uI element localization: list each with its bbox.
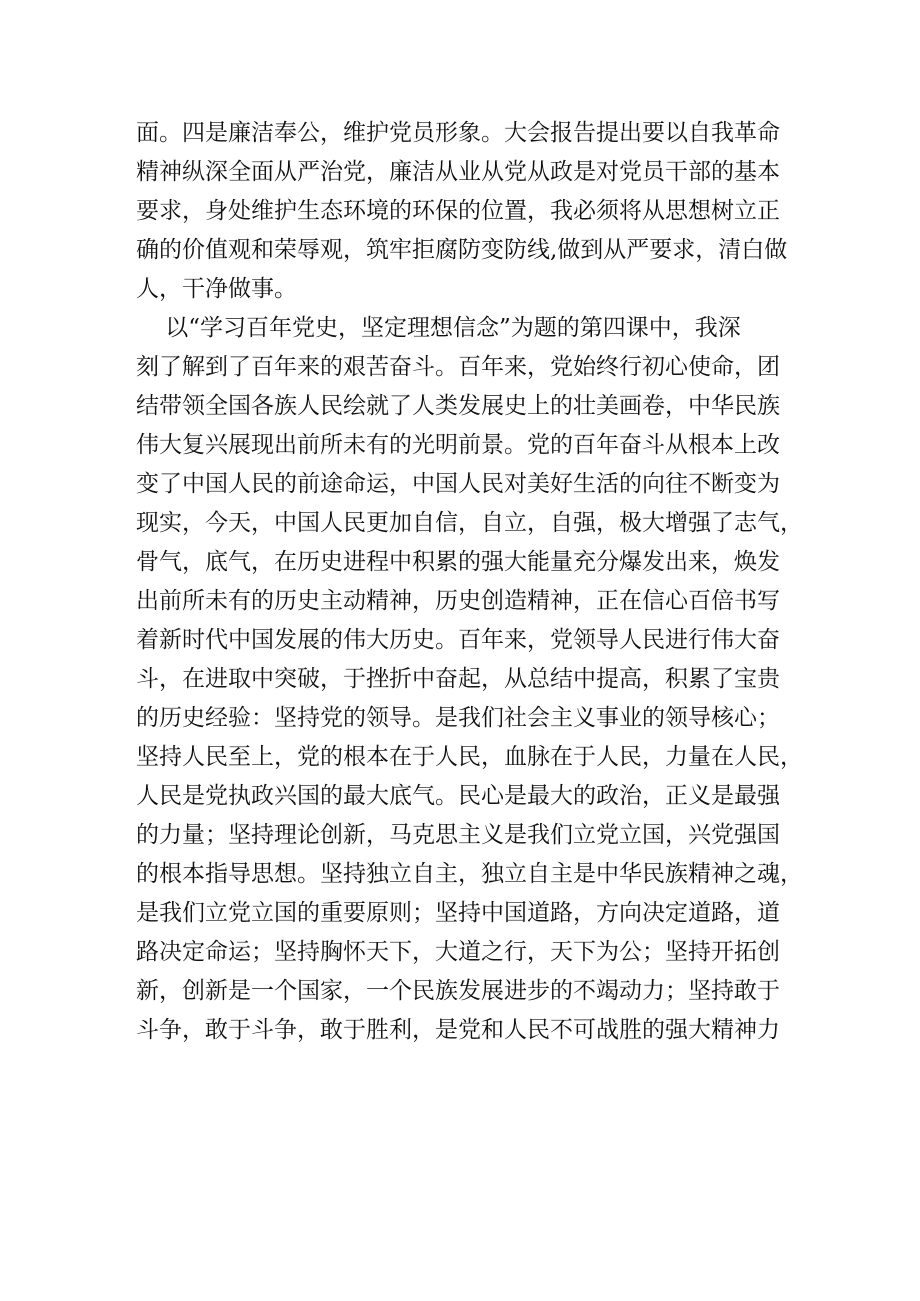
text-line: 的根本指导思想。坚持独立自主，独立自主是中华民族精神之魂， [136, 861, 803, 887]
text-line: 出前所未有的历史主动精神，历史创造精神，正在信心百倍书写 [136, 588, 780, 614]
paragraph-1 [136, 114, 786, 309]
text-line: 伟大复兴展现出前所未有的光明前景。党的百年奋斗从根本上改 [136, 432, 780, 458]
text-line: 变了中国人民的前途命运，中国人民对美好生活的向往不断变为 [136, 471, 780, 497]
text-line: 斗争，敢于斗争，敢于胜利，是党和人民不可战胜的强大精神力 [136, 1017, 780, 1043]
text-line: 着新时代中国发展的伟大历史。百年来，党领导人民进行伟大奋 [136, 627, 780, 653]
body-text [136, 114, 803, 1050]
text-line: 的力量；坚持理论创新，马克思主义是我们立党立国，兴党强国 [136, 822, 780, 848]
text-line: 现实，今天，中国人民更加自信，自立，自强，极大增强了志气， [136, 510, 803, 536]
paragraph-2 [136, 309, 803, 1050]
text-line: 结带领全国各族人民绘就了人类发展史上的壮美画卷，中华民族 [136, 393, 780, 419]
text-line: 要求，身处维护生态环境的环保的位置，我必须将从思想树立正 [136, 198, 780, 224]
text-line: 以“学习百年党史，坚定理想信念”为题的第四课中，我深 [136, 315, 741, 341]
text-line: 的历史经验：坚持党的领导。是我们社会主义事业的领导核心； [136, 705, 780, 731]
text-line: 是我们立党立国的重要原则；坚持中国道路，方向决定道路，道 [136, 900, 780, 926]
text-line: 新，创新是一个国家，一个民族发展进步的不竭动力；坚持敢于 [136, 978, 780, 1004]
text-line: 骨气，底气，在历史进程中积累的强大能量充分爆发出来，焕发 [136, 549, 780, 575]
text-line: 人，干净做事。 [136, 276, 297, 302]
text-line: 确的价值观和荣辱观，筑牢拒腐防变防线,做到从严要求，清白做 [136, 237, 788, 263]
text-line: 坚持人民至上，党的根本在于人民，血脉在于人民，力量在人民， [136, 744, 803, 770]
text-line: 面。四是廉洁奉公，维护党员形象。大会报告提出要以自我革命 [136, 120, 780, 146]
text-line: 斗，在进取中突破，于挫折中奋起，从总结中提高，积累了宝贵 [136, 666, 780, 692]
text-line: 路决定命运；坚持胸怀天下，大道之行，天下为公；坚持开拓创 [136, 939, 780, 965]
text-line: 刻了解到了百年来的艰苦奋斗。百年来，党始终行初心使命，团 [136, 354, 780, 380]
text-line: 精神纵深全面从严治党，廉洁从业从党从政是对党员干部的基本 [136, 159, 780, 185]
text-line: 人民是党执政兴国的最大底气。民心是最大的政治，正义是最强 [136, 783, 780, 809]
